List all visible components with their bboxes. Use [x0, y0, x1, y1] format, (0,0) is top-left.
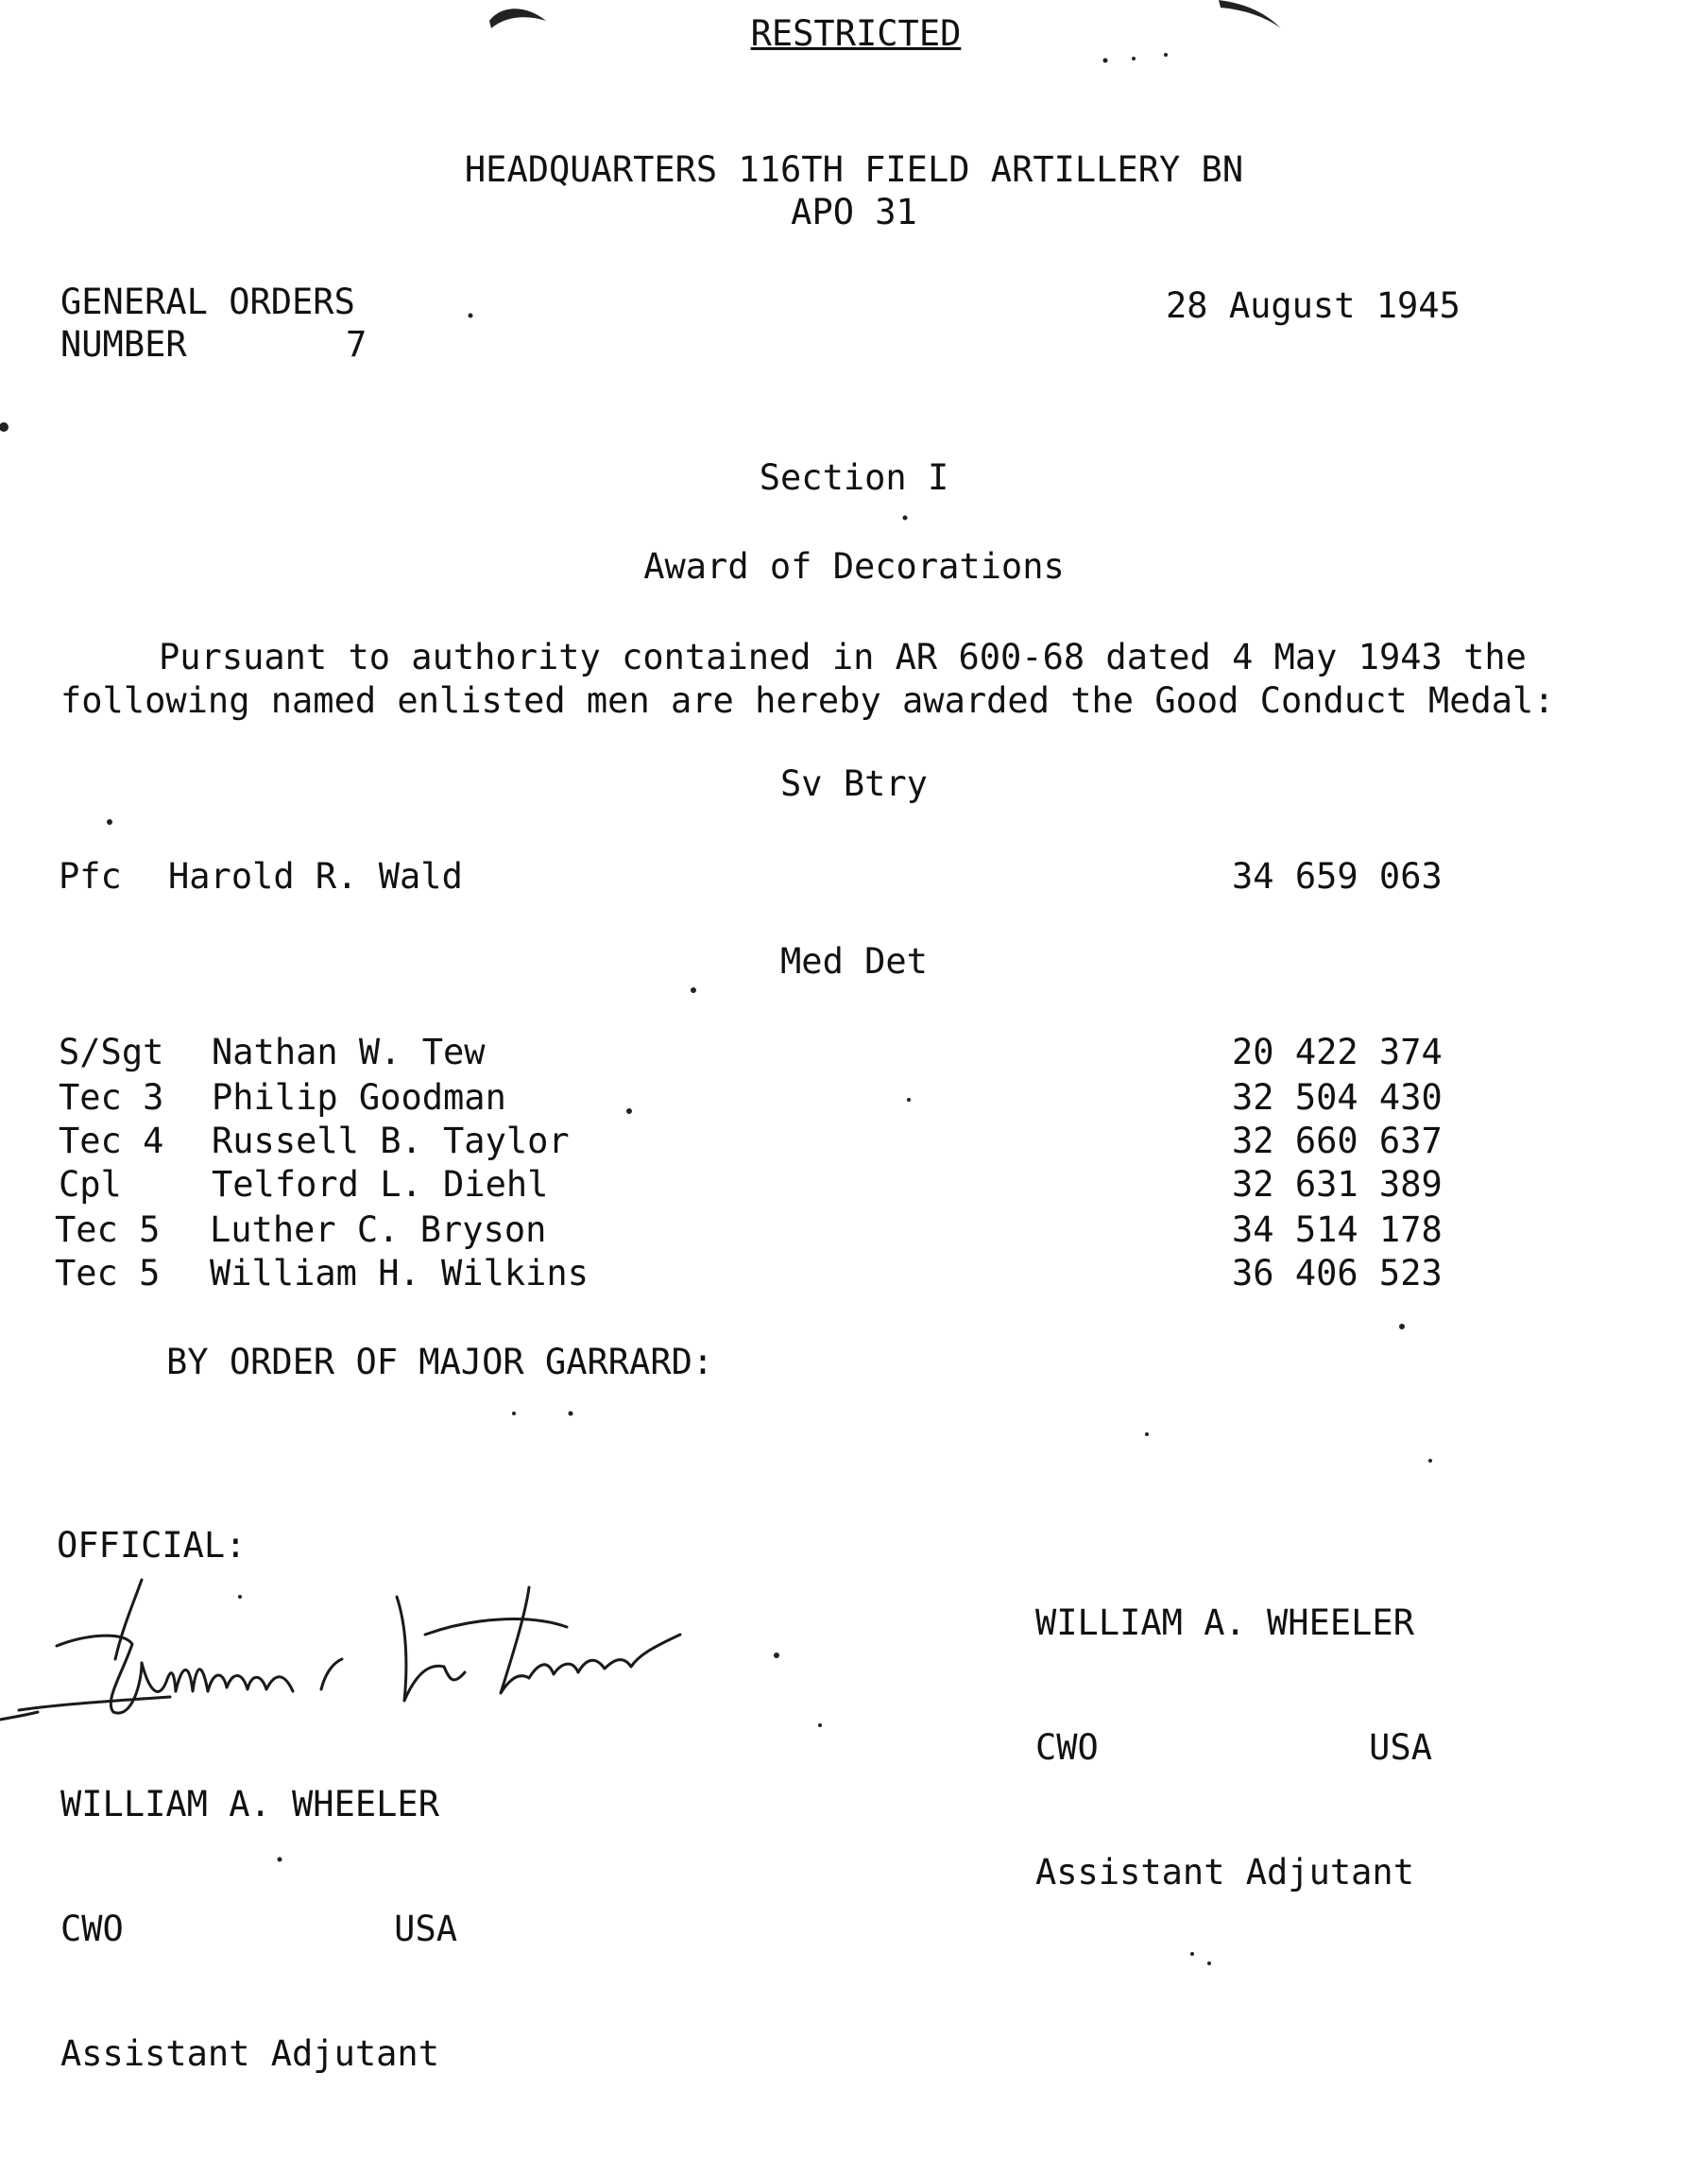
signatory-branch: USA	[1369, 1727, 1432, 1768]
signatory-grade: CWO	[60, 1909, 124, 1949]
official-label: OFFICIAL:	[57, 1525, 247, 1566]
signatory-grade: CWO	[1035, 1727, 1099, 1768]
paragraph-line-2: following named enlisted men are hereby awarded the Good Conduct Medal:	[60, 680, 1555, 721]
member-rank: Tec 5	[55, 1209, 161, 1250]
signatory-block-right	[1035, 1519, 1432, 1977]
member-serial: 20 422 374	[1232, 1032, 1443, 1072]
member-name: Luther C. Bryson	[210, 1209, 547, 1250]
unit-heading: Sv Btry	[780, 763, 928, 804]
member-serial: 32 660 637	[1232, 1121, 1443, 1161]
member-rank: Tec 5	[55, 1253, 161, 1293]
section-title: Section I	[759, 457, 949, 498]
member-rank: Tec 4	[59, 1121, 164, 1161]
member-rank: Tec 3	[59, 1077, 164, 1118]
signatory-name: WILLIAM A. WHEELER	[1035, 1602, 1414, 1643]
member-name: William H. Wilkins	[210, 1253, 589, 1293]
signatory-name: WILLIAM A. WHEELER	[60, 1784, 439, 1824]
member-name: Russell B. Taylor	[212, 1121, 570, 1161]
member-name: Telford L. Diehl	[212, 1164, 549, 1205]
member-serial: 34 514 178	[1232, 1209, 1443, 1250]
signatory-title: Assistant Adjutant	[60, 2033, 439, 2074]
headquarters-line: HEADQUARTERS 116TH FIELD ARTILLERY BN	[464, 149, 1244, 190]
classification-marking: RESTRICTED	[750, 13, 962, 54]
member-name: Nathan W. Tew	[212, 1032, 486, 1072]
member-serial: 34 659 063	[1232, 856, 1443, 897]
signatory-grade-line	[60, 1909, 457, 1950]
signatory-branch: USA	[394, 1909, 457, 1949]
member-serial: 32 504 430	[1232, 1077, 1443, 1118]
signatory-grade-line	[1035, 1727, 1432, 1769]
signatory-block-left	[60, 1701, 457, 2158]
signatory-title: Assistant Adjutant	[1035, 1852, 1414, 1893]
member-name: Philip Goodman	[212, 1077, 506, 1118]
unit-heading: Med Det	[780, 941, 928, 982]
member-rank: Cpl	[59, 1164, 122, 1205]
order-date: 28 August 1945	[1166, 285, 1460, 326]
apo-line: APO 31	[791, 192, 917, 232]
order-number: 7	[346, 324, 367, 365]
member-serial: 36 406 523	[1232, 1253, 1443, 1293]
general-orders-label: GENERAL ORDERS	[60, 282, 355, 322]
member-rank: Pfc	[59, 856, 122, 897]
member-serial: 32 631 389	[1232, 1164, 1443, 1205]
member-name: Harold R. Wald	[168, 856, 463, 897]
by-order-line: BY ORDER OF MAJOR GARRARD:	[166, 1342, 714, 1382]
member-rank: S/Sgt	[59, 1032, 164, 1072]
order-number-label: NUMBER	[60, 324, 187, 365]
subject-title: Award of Decorations	[643, 546, 1065, 587]
paragraph-line-1: Pursuant to authority contained in AR 600-68 dated 4 May 1943 the	[159, 637, 1527, 677]
